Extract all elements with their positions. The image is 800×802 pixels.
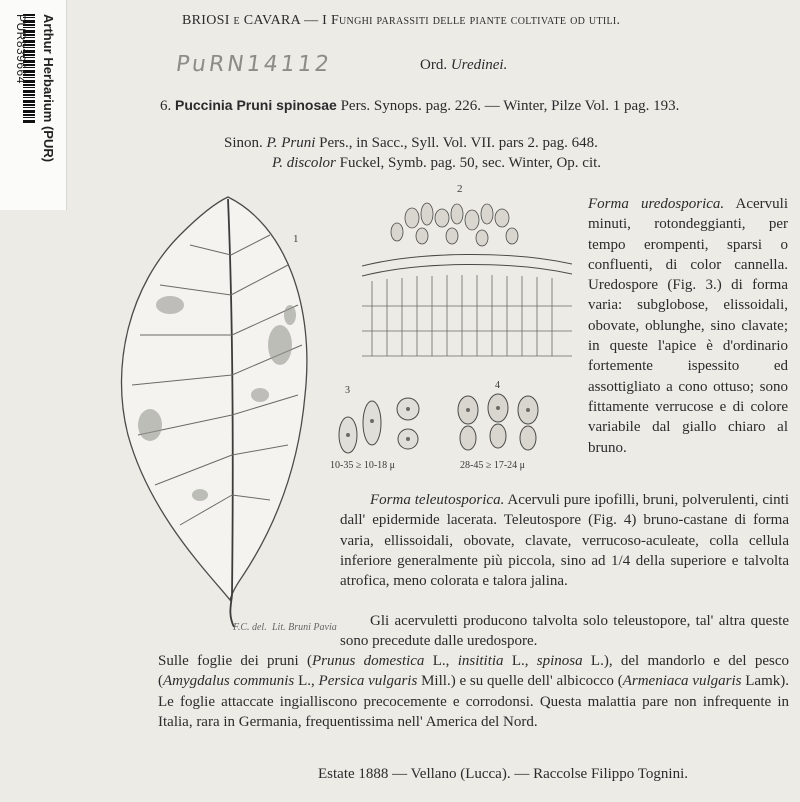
hosts-text: L., <box>424 653 458 669</box>
hosts-text: Sulle foglie dei pruni ( <box>158 653 312 669</box>
barcode-text: PUR839664 <box>14 14 28 84</box>
teleutospore-illustration <box>450 388 560 458</box>
uredo-text: Acervuli minuti, rotondeggianti, per tempo erompenti, sparsi o confluenti, di color cannella. Uredospore (Fig. 3.) di forma varia: subglobose, elissoidali, obovate, oblunghe, sino clavate; in queste l'apice è d'ordinario fortemente ispessito ed assottigliato a cono ottuso; sono fittamente verrucose e di colore variabile dal giallo chiaro al bruno. <box>588 196 788 456</box>
header-title: Funghi parassiti delle piante coltivate od utili. <box>330 13 621 28</box>
order-name: Uredinei. <box>450 57 508 73</box>
header-dash: — I <box>300 13 331 28</box>
species-citation: Pers. Synops. pag. 226. — Winter, Pilze Vol. 1 pag. 193. <box>336 98 680 114</box>
figure-3-caption: 10-35 ≥ 10-18 μ <box>330 460 396 471</box>
synonym-prefix: Sinon. <box>224 135 267 151</box>
hosts-text: Lamk). Le foglie attaccate ingialliscono precocemente e corrodonsi. Questa malattia pare non infrequente in Italia, rara in Germania, frequentissima nell' America del Nord. <box>158 673 790 730</box>
host-name: insititia <box>457 653 504 669</box>
host-name: Amygdalus communis <box>163 673 295 690</box>
hosts-text: L.), del mandorlo e del pesco ( <box>158 653 789 690</box>
synonym-citation: Fuckel, Symb. pag. 50, sec. Winter, Op. cit. <box>335 155 602 171</box>
hosts-text: L., <box>503 653 537 669</box>
synonym-name: P. discolor <box>272 155 336 171</box>
species-number: 6. <box>160 98 175 114</box>
header-author1: BRIOSI <box>182 13 230 28</box>
uredo-paragraph <box>588 194 788 458</box>
order-heading <box>420 56 507 74</box>
illustrator-signature: F.C. del. <box>233 622 267 633</box>
host-name: spinosa <box>536 653 583 669</box>
figure-4-number: 4 <box>495 380 500 391</box>
herbarium-name: Arthur Herbarium (PUR) <box>41 14 56 163</box>
species-heading <box>160 96 679 115</box>
uredospore-illustration <box>330 395 430 457</box>
synonym-name: P. Pruni <box>266 135 316 151</box>
species-name: Puccinia Pruni spinosae <box>175 97 337 113</box>
collection-footer: Estate 1888 — Vellano (Lucca). — Raccolse Filippo Tognini. <box>318 766 688 782</box>
header-conj: e <box>229 13 244 28</box>
figure-3-number: 3 <box>345 385 350 396</box>
leaf-illustration <box>110 195 325 635</box>
teleuto-text: Acervuli pure ipofilli, bruni, polverulenti, cinti dall' epidermide lacerata. Teleutospore (Fig. 4) bruno-castane di forma varia, ellissoidali, obovate, clavate, verrucoso-aculeate, colla cellula inferiore generalmente più piccola, sino ad 1/4 della superiore e talvolta atrofica, meno colorata e talora jalina. <box>340 492 789 590</box>
synonym-2 <box>272 154 601 172</box>
hosts-text: Mill.) e su quelle dell' albicocco ( <box>417 673 623 690</box>
uredo-title: Forma uredosporica. <box>588 196 725 212</box>
cross-section-illustration <box>362 196 572 366</box>
synonym-citation: Pers., in Sacc., Syll. Vol. VII. pars 2. pag. 648. <box>315 135 598 151</box>
lithographer-signature: Lit. Bruni Pavia <box>272 622 337 633</box>
figure-2-number: 2 <box>457 183 463 195</box>
figure-4-caption: 28-45 ≥ 17-24 μ <box>460 460 526 471</box>
teleuto-title: Forma teleutosporica. <box>370 492 505 508</box>
herbarium-label <box>0 0 67 210</box>
handwritten-number: PuRN14112 <box>174 52 334 77</box>
order-prefix: Ord. <box>420 57 451 73</box>
acervuletti-text: Gli acervuletti producono talvolta solo teleustopore, tal' altra queste sono precedute dalle uredospore. <box>340 613 789 650</box>
host-name: Persica vulgaris <box>318 673 418 690</box>
acervuletti-paragraph <box>340 611 789 652</box>
synonym-1 <box>224 134 598 152</box>
page-header <box>182 12 620 30</box>
teleuto-paragraph <box>340 490 789 591</box>
hosts-paragraph <box>158 651 789 732</box>
host-name: Prunus domestica <box>311 653 425 669</box>
hosts-text: L., <box>294 673 319 690</box>
header-author2: CAVARA <box>243 13 301 28</box>
host-name: Armeniaca vulgaris <box>622 673 742 690</box>
figure-1-number: 1 <box>293 233 299 245</box>
